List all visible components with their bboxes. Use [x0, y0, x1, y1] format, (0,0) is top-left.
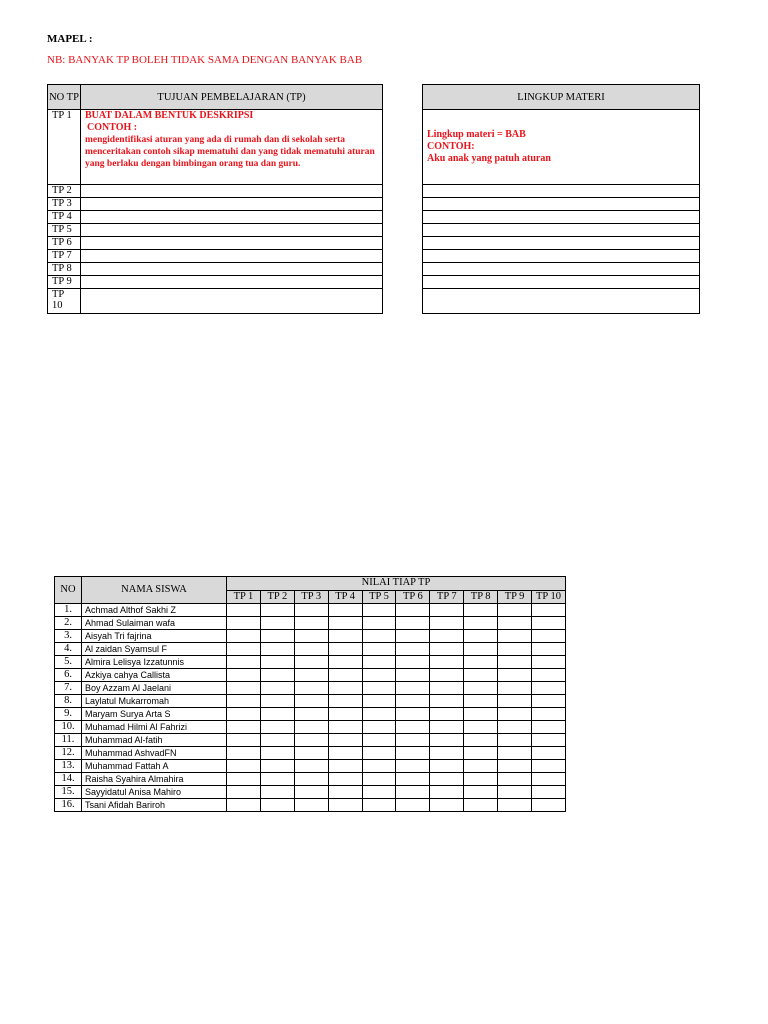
tp-description[interactable]: [81, 224, 383, 237]
tp-description[interactable]: [81, 211, 383, 224]
lm-table-header-row: [423, 85, 700, 110]
score-cell[interactable]: [464, 643, 498, 656]
score-cell[interactable]: [498, 617, 532, 630]
score-cell[interactable]: [260, 643, 294, 656]
score-cell[interactable]: [396, 760, 430, 773]
tp-instruction: BUAT DALAM BENTUK DESKRIPSI: [85, 110, 254, 121]
score-cell[interactable]: [396, 643, 430, 656]
score-cell[interactable]: [430, 734, 464, 747]
score-cell[interactable]: [396, 721, 430, 734]
student-row: [55, 643, 566, 656]
header-tp-column: TP 6: [396, 590, 430, 604]
score-cell[interactable]: [498, 721, 532, 734]
student-number: 14.: [55, 773, 82, 786]
score-cell[interactable]: [362, 734, 396, 747]
tp-row: [48, 198, 383, 211]
student-row: [55, 669, 566, 682]
score-cell[interactable]: [260, 799, 294, 812]
score-cell[interactable]: [464, 773, 498, 786]
student-number: 5.: [55, 656, 82, 669]
score-cell[interactable]: [294, 760, 328, 773]
score-cell[interactable]: [362, 643, 396, 656]
score-cell[interactable]: [294, 656, 328, 669]
header-tp-column: TP 8: [464, 590, 498, 604]
score-cell[interactable]: [227, 747, 261, 760]
score-cell[interactable]: [430, 669, 464, 682]
student-name: Laylatul Mukarromah: [82, 695, 227, 708]
score-cell[interactable]: [396, 695, 430, 708]
score-cell[interactable]: [227, 721, 261, 734]
student-number: 4.: [55, 643, 82, 656]
score-cell[interactable]: [464, 695, 498, 708]
score-cell[interactable]: [260, 721, 294, 734]
tp-row: [48, 185, 383, 198]
score-cell[interactable]: [464, 604, 498, 617]
score-cell[interactable]: [294, 773, 328, 786]
tp-description[interactable]: [81, 185, 383, 198]
score-cell[interactable]: [464, 734, 498, 747]
score-cell[interactable]: [260, 630, 294, 643]
student-number: 11.: [55, 734, 82, 747]
score-cell[interactable]: [227, 734, 261, 747]
score-cell[interactable]: [328, 786, 362, 799]
header-nama-siswa: NAMA SISWA: [82, 577, 227, 604]
student-name: Raisha Syahira Almahira: [82, 773, 227, 786]
student-number: 10.: [55, 721, 82, 734]
score-cell[interactable]: [430, 799, 464, 812]
score-cell[interactable]: [498, 747, 532, 760]
tp-example: mengidentifikasi aturan yang ada di rumah dan di sekolah serta menceritakan contoh sikap mematuhi dan yang tidak mematuhi aturan yang berlaku dengan bimbingan orang tua dan guru.: [85, 135, 375, 169]
score-cell[interactable]: [362, 799, 396, 812]
lm-description[interactable]: [423, 224, 700, 237]
score-cell[interactable]: [532, 799, 566, 812]
score-cell[interactable]: [532, 708, 566, 721]
score-cell[interactable]: [328, 721, 362, 734]
tp-number: TP 5: [48, 224, 81, 237]
score-cell[interactable]: [362, 669, 396, 682]
score-cell[interactable]: [294, 721, 328, 734]
score-cell[interactable]: [227, 708, 261, 721]
score-cell[interactable]: [430, 695, 464, 708]
score-cell[interactable]: [362, 747, 396, 760]
score-cell[interactable]: [328, 617, 362, 630]
lm-description[interactable]: [423, 237, 700, 250]
score-cell[interactable]: [328, 747, 362, 760]
student-row: [55, 682, 566, 695]
score-cell[interactable]: [396, 604, 430, 617]
score-cell[interactable]: [328, 708, 362, 721]
student-name: Muhammad AshvadFN: [82, 747, 227, 760]
score-cell[interactable]: [430, 760, 464, 773]
score-cell[interactable]: [532, 695, 566, 708]
lm-description[interactable]: [423, 263, 700, 276]
lm-example: Aku anak yang patuh aturan: [427, 153, 551, 164]
student-name: Muhamad Hilmi Al Fahrizi: [82, 721, 227, 734]
score-cell[interactable]: [227, 604, 261, 617]
student-row: [55, 734, 566, 747]
score-cell[interactable]: [362, 604, 396, 617]
lm-row: [423, 198, 700, 211]
score-cell[interactable]: [362, 760, 396, 773]
score-cell[interactable]: [464, 617, 498, 630]
score-cell[interactable]: [396, 786, 430, 799]
score-cell[interactable]: [294, 734, 328, 747]
score-cell[interactable]: [464, 682, 498, 695]
lm-description[interactable]: [423, 198, 700, 211]
student-number: 8.: [55, 695, 82, 708]
score-cell[interactable]: [396, 773, 430, 786]
score-cell[interactable]: [430, 617, 464, 630]
student-row: [55, 617, 566, 630]
score-cell[interactable]: [227, 695, 261, 708]
lm-row: [423, 237, 700, 250]
score-cell[interactable]: [227, 669, 261, 682]
student-name: Almira Lelisya Izzatunnis: [82, 656, 227, 669]
score-cell[interactable]: [532, 773, 566, 786]
lm-row: [423, 250, 700, 263]
score-cell[interactable]: [328, 643, 362, 656]
score-cell[interactable]: [498, 695, 532, 708]
score-cell[interactable]: [362, 656, 396, 669]
tp-description[interactable]: [81, 250, 383, 263]
score-cell[interactable]: [430, 708, 464, 721]
tp-row: [48, 263, 383, 276]
score-cell[interactable]: [227, 630, 261, 643]
header-tp-column: TP 10: [532, 590, 566, 604]
tp-description[interactable]: [81, 289, 383, 314]
lm-description[interactable]: [423, 250, 700, 263]
score-cell[interactable]: [328, 682, 362, 695]
score-cell[interactable]: [294, 708, 328, 721]
header-tp-column: TP 7: [430, 590, 464, 604]
score-cell[interactable]: [227, 617, 261, 630]
score-cell[interactable]: [227, 786, 261, 799]
lm-description[interactable]: [423, 110, 700, 185]
header-tp-column: TP 9: [498, 590, 532, 604]
score-cell[interactable]: [260, 604, 294, 617]
tp-number: TP 7: [48, 250, 81, 263]
score-cell[interactable]: [464, 721, 498, 734]
tp-number: TP 10: [48, 289, 81, 314]
score-cell[interactable]: [464, 786, 498, 799]
score-cell[interactable]: [227, 760, 261, 773]
score-cell[interactable]: [328, 630, 362, 643]
student-number: 12.: [55, 747, 82, 760]
score-cell[interactable]: [396, 747, 430, 760]
student-number: 3.: [55, 630, 82, 643]
score-cell[interactable]: [294, 669, 328, 682]
student-row: [55, 773, 566, 786]
score-cell[interactable]: [260, 747, 294, 760]
mapel-label: MAPEL :: [47, 33, 93, 45]
student-number: 9.: [55, 708, 82, 721]
score-cell[interactable]: [362, 773, 396, 786]
score-cell[interactable]: [498, 604, 532, 617]
student-name: Tsani Afidah Bariroh: [82, 799, 227, 812]
score-cell[interactable]: [532, 721, 566, 734]
tp-row: [48, 276, 383, 289]
student-number: 6.: [55, 669, 82, 682]
score-cell[interactable]: [464, 669, 498, 682]
score-cell[interactable]: [227, 643, 261, 656]
tp-description[interactable]: [81, 198, 383, 211]
tp-number: TP 8: [48, 263, 81, 276]
score-cell[interactable]: [260, 669, 294, 682]
score-cell[interactable]: [498, 708, 532, 721]
score-cell[interactable]: [294, 643, 328, 656]
header-tp-column: TP 3: [294, 590, 328, 604]
score-cell[interactable]: [294, 617, 328, 630]
score-cell[interactable]: [498, 630, 532, 643]
tp-description[interactable]: [81, 237, 383, 250]
header-tp-column: TP 1: [227, 590, 261, 604]
student-row: [55, 630, 566, 643]
score-cell[interactable]: [328, 656, 362, 669]
tp-number: TP 2: [48, 185, 81, 198]
tp-contoh-label: CONTOH :: [87, 122, 138, 133]
score-cell[interactable]: [532, 643, 566, 656]
lm-description[interactable]: [423, 276, 700, 289]
lm-line-bab: Lingkup materi = BAB: [427, 129, 526, 140]
score-cell[interactable]: [328, 604, 362, 617]
tujuan-pembelajaran-table: [47, 84, 383, 314]
lm-row: [423, 263, 700, 276]
score-cell[interactable]: [396, 682, 430, 695]
score-cell[interactable]: [294, 747, 328, 760]
student-row: [55, 747, 566, 760]
lm-row: [423, 211, 700, 224]
score-cell[interactable]: [430, 773, 464, 786]
header-tp-column: TP 4: [328, 590, 362, 604]
student-number: 13.: [55, 760, 82, 773]
score-cell[interactable]: [532, 682, 566, 695]
tp-number: TP 6: [48, 237, 81, 250]
student-name: Muhammad Fattah A: [82, 760, 227, 773]
student-row: [55, 656, 566, 669]
score-cell[interactable]: [227, 656, 261, 669]
score-cell[interactable]: [464, 630, 498, 643]
tp-description[interactable]: [81, 263, 383, 276]
lm-row: [423, 224, 700, 237]
header-tujuan-pembelajaran: TUJUAN PEMBELAJARAN (TP): [81, 85, 383, 110]
score-cell[interactable]: [362, 695, 396, 708]
score-cell[interactable]: [396, 708, 430, 721]
tp-number: TP 1: [48, 110, 81, 185]
lm-row: [423, 185, 700, 198]
header-tp-column: TP 2: [260, 590, 294, 604]
student-name: Achmad Althof Sakhi Z: [82, 604, 227, 617]
score-cell[interactable]: [532, 656, 566, 669]
tp-row: [48, 211, 383, 224]
lm-row: [423, 276, 700, 289]
score-cell[interactable]: [227, 773, 261, 786]
lm-row: [423, 110, 700, 185]
score-cell[interactable]: [227, 799, 261, 812]
student-number: 7.: [55, 682, 82, 695]
score-cell[interactable]: [532, 604, 566, 617]
tp-row: [48, 289, 383, 314]
header-no: NO: [55, 577, 82, 604]
score-cell[interactable]: [464, 656, 498, 669]
score-cell[interactable]: [498, 786, 532, 799]
student-row: [55, 760, 566, 773]
score-cell[interactable]: [260, 734, 294, 747]
lm-contoh-label: CONTOH:: [427, 141, 475, 152]
score-cell[interactable]: [260, 773, 294, 786]
tp-table-header-row: [48, 85, 383, 110]
score-cell[interactable]: [532, 786, 566, 799]
header-lingkup-materi: LINGKUP MATERI: [423, 85, 700, 110]
score-cell[interactable]: [294, 786, 328, 799]
score-cell[interactable]: [260, 708, 294, 721]
tp-number: TP 3: [48, 198, 81, 211]
score-cell[interactable]: [294, 630, 328, 643]
student-name: Al zaidan Syamsul F: [82, 643, 227, 656]
score-cell[interactable]: [464, 747, 498, 760]
student-row: [55, 695, 566, 708]
student-name: Muhammad Al-fatih: [82, 734, 227, 747]
score-cell[interactable]: [498, 799, 532, 812]
score-cell[interactable]: [498, 656, 532, 669]
nilai-siswa-table: [54, 576, 566, 812]
score-cell[interactable]: [498, 643, 532, 656]
score-cell[interactable]: [328, 760, 362, 773]
score-cell[interactable]: [294, 682, 328, 695]
score-cell[interactable]: [294, 799, 328, 812]
score-cell[interactable]: [430, 604, 464, 617]
score-cell[interactable]: [328, 695, 362, 708]
tp-description[interactable]: [81, 110, 383, 185]
score-cell[interactable]: [532, 747, 566, 760]
score-cell[interactable]: [430, 747, 464, 760]
score-cell[interactable]: [464, 708, 498, 721]
score-cell[interactable]: [328, 773, 362, 786]
student-row: [55, 604, 566, 617]
student-number: 2.: [55, 617, 82, 630]
student-number: 16.: [55, 799, 82, 812]
score-cell[interactable]: [532, 760, 566, 773]
lm-description[interactable]: [423, 185, 700, 198]
student-row: [55, 799, 566, 812]
lm-row: [423, 289, 700, 314]
header-no-tp: NO TP: [48, 85, 81, 110]
score-cell[interactable]: [396, 799, 430, 812]
student-name: Ahmad Sulaiman wafa: [82, 617, 227, 630]
score-cell[interactable]: [294, 604, 328, 617]
student-name: Boy Azzam Al Jaelani: [82, 682, 227, 695]
score-cell[interactable]: [532, 734, 566, 747]
score-cell[interactable]: [260, 682, 294, 695]
score-cell[interactable]: [532, 630, 566, 643]
tp-row: [48, 237, 383, 250]
score-cell[interactable]: [430, 721, 464, 734]
score-cell[interactable]: [328, 799, 362, 812]
tp-number: TP 4: [48, 211, 81, 224]
score-cell[interactable]: [362, 617, 396, 630]
score-cell[interactable]: [328, 734, 362, 747]
score-cell[interactable]: [498, 760, 532, 773]
score-cell[interactable]: [464, 760, 498, 773]
tp-row: [48, 250, 383, 263]
score-cell[interactable]: [362, 630, 396, 643]
header-tp-column: TP 5: [362, 590, 396, 604]
score-cell[interactable]: [396, 656, 430, 669]
score-cell[interactable]: [430, 786, 464, 799]
score-cell[interactable]: [430, 630, 464, 643]
score-cell[interactable]: [464, 799, 498, 812]
lm-description[interactable]: [423, 211, 700, 224]
score-cell[interactable]: [430, 682, 464, 695]
score-cell[interactable]: [294, 695, 328, 708]
score-cell[interactable]: [227, 682, 261, 695]
score-cell[interactable]: [260, 656, 294, 669]
score-cell[interactable]: [362, 721, 396, 734]
score-cell[interactable]: [396, 734, 430, 747]
header-nilai-tiap-tp: NILAI TIAP TP: [227, 577, 566, 591]
score-cell[interactable]: [430, 656, 464, 669]
score-cell[interactable]: [396, 669, 430, 682]
score-cell[interactable]: [328, 669, 362, 682]
lingkup-materi-table: [422, 84, 700, 314]
score-cell[interactable]: [498, 669, 532, 682]
score-header-row: [55, 577, 566, 591]
tp-row: [48, 110, 383, 185]
score-cell[interactable]: [396, 617, 430, 630]
score-cell[interactable]: [430, 643, 464, 656]
score-cell[interactable]: [396, 630, 430, 643]
score-cell[interactable]: [498, 734, 532, 747]
score-cell[interactable]: [532, 669, 566, 682]
tp-row: [48, 224, 383, 237]
note-text: NB: BANYAK TP BOLEH TIDAK SAMA DENGAN BANYAK BAB: [47, 54, 363, 66]
score-cell[interactable]: [362, 708, 396, 721]
student-name: Maryam Surya Arta S: [82, 708, 227, 721]
tp-description[interactable]: [81, 276, 383, 289]
student-name: Aisyah Tri fajrina: [82, 630, 227, 643]
lm-description[interactable]: [423, 289, 700, 314]
student-name: Azkiya cahya Callista: [82, 669, 227, 682]
score-cell[interactable]: [532, 617, 566, 630]
student-row: [55, 786, 566, 799]
score-cell[interactable]: [260, 760, 294, 773]
score-cell[interactable]: [260, 786, 294, 799]
student-row: [55, 708, 566, 721]
score-cell[interactable]: [362, 682, 396, 695]
score-cell[interactable]: [260, 617, 294, 630]
student-name: Sayyidatul Anisa Mahiro: [82, 786, 227, 799]
tp-number: TP 9: [48, 276, 81, 289]
score-cell[interactable]: [498, 682, 532, 695]
student-row: [55, 721, 566, 734]
score-cell[interactable]: [362, 786, 396, 799]
score-cell[interactable]: [260, 695, 294, 708]
score-cell[interactable]: [498, 773, 532, 786]
student-number: 1.: [55, 604, 82, 617]
student-number: 15.: [55, 786, 82, 799]
